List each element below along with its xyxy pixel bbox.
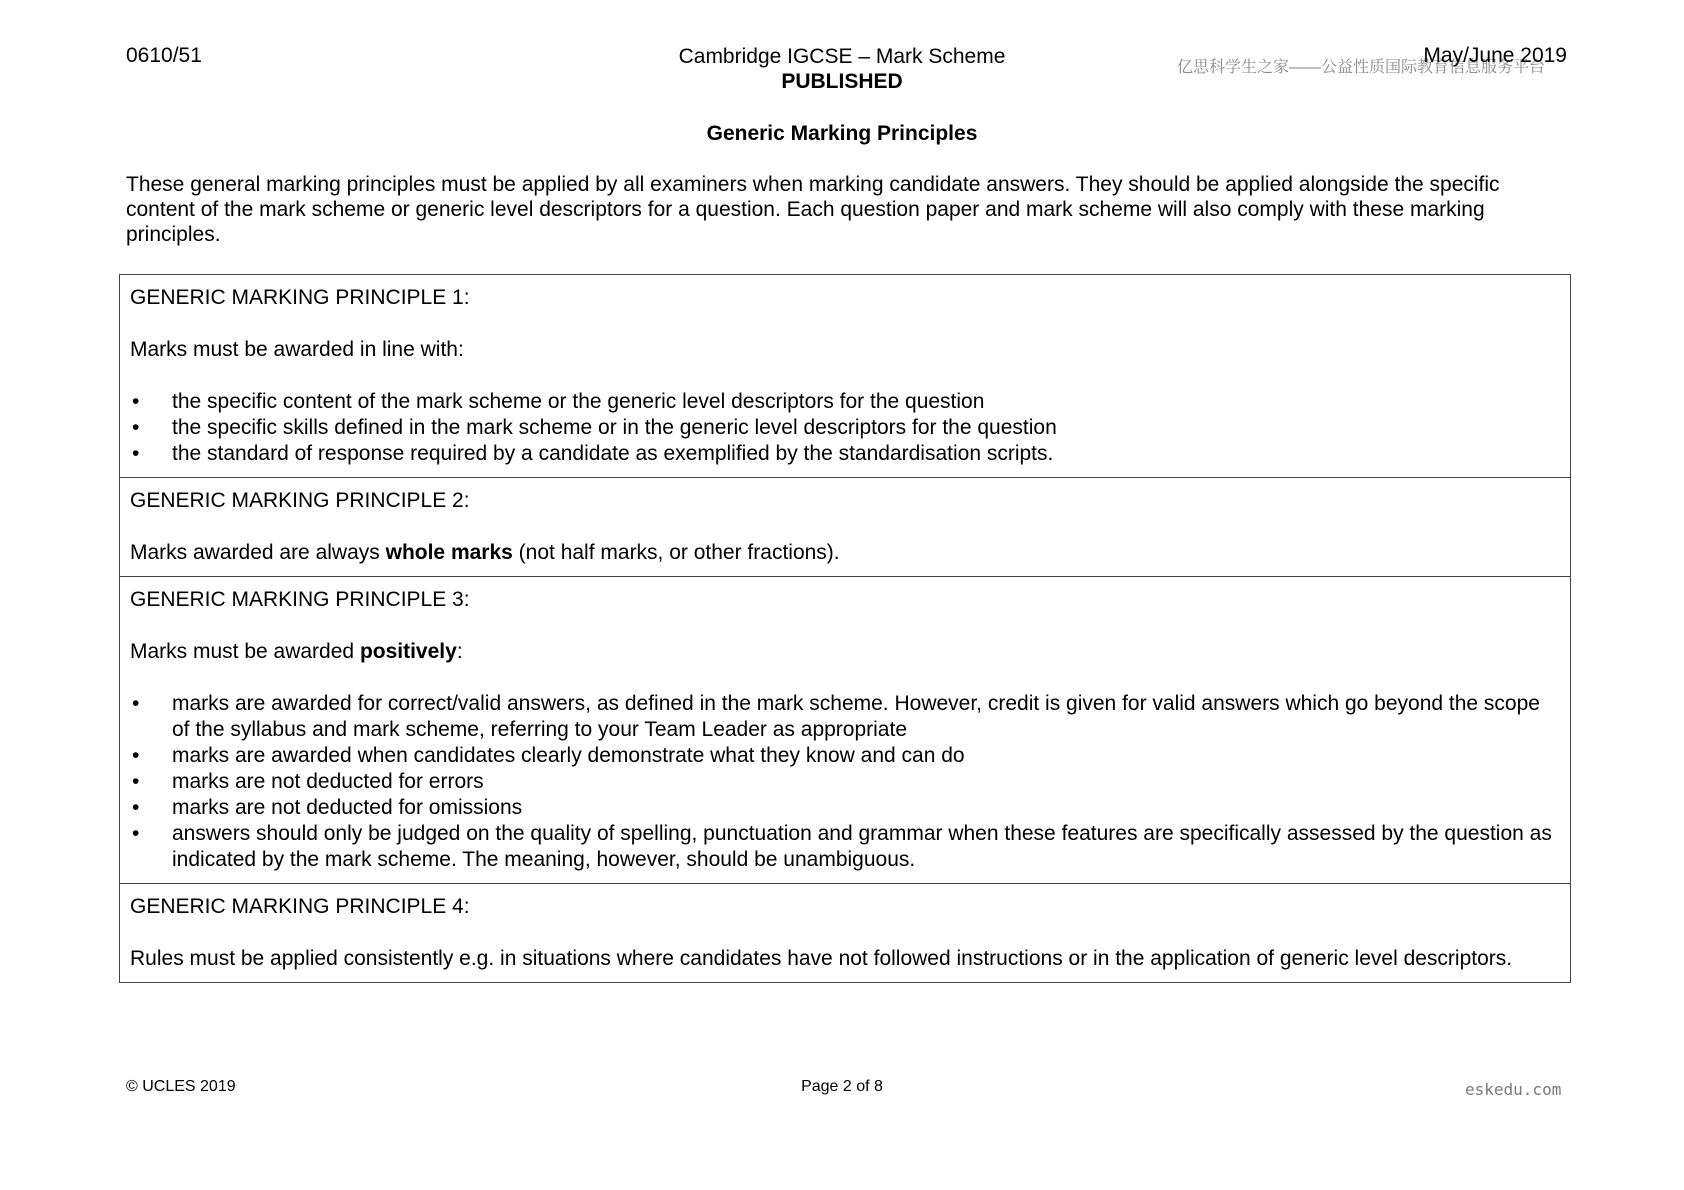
exam-session: May/June 2019 <box>1423 44 1567 67</box>
principle-bullets <box>130 691 1560 873</box>
bullet-item: • answers should only be judged on the quality of spelling, punctuation and grammar when these features are specifically assessed by the question as indicated by the mark scheme. The meaning, however, should be unambiguous. <box>132 822 1552 871</box>
principle-text: Marks must be awarded in line with: <box>130 338 464 361</box>
bullet-item: • the standard of response required by a candidate as exemplified by the standardisation scripts. <box>132 442 1054 465</box>
header-subtitle: PUBLISHED <box>781 70 903 93</box>
principle-text: Rules must be applied consistently e.g. in situations where candidates have not followed instructions or in the application of generic level descriptors. <box>130 947 1513 970</box>
bullet-item: • marks are awarded when candidates clearly demonstrate what they know and can do <box>132 744 965 767</box>
site-watermark: eskedu.com <box>1465 1080 1562 1099</box>
page-number: Page 2 of 8 <box>801 1078 883 1095</box>
principle-heading: GENERIC MARKING PRINCIPLE 3: <box>130 588 470 611</box>
principle-heading: GENERIC MARKING PRINCIPLE 1: <box>130 286 470 309</box>
principle-bullets <box>130 389 1560 467</box>
principle-text: Marks must be awarded positively: <box>130 640 463 663</box>
page-title: Generic Marking Principles <box>706 122 978 145</box>
copyright: © UCLES 2019 <box>126 1078 236 1095</box>
principle-3 <box>120 576 1570 883</box>
principle-text: Marks awarded are always whole marks (not half marks, or other fractions). <box>130 541 840 564</box>
principles-table <box>119 274 1571 983</box>
intro-paragraph: These general marking principles must be applied by all examiners when marking candidate answers. They should be applied alongside the specific content of the mark scheme or generic level descriptors for a question. Each question paper and mark scheme will also comply with these marking principles. <box>126 173 1500 246</box>
bullet-item: • marks are not deducted for omissions <box>132 796 523 819</box>
bullet-item: • marks are not deducted for errors <box>132 770 484 793</box>
bullet-item: • the specific skills defined in the mark scheme or in the generic level descriptors for the question <box>132 416 1057 439</box>
bullet-item: • marks are awarded for correct/valid answers, as defined in the mark scheme. However, credit is given for valid answers which go beyond the scope of the syllabus and mark scheme, referring to your Team Leader as appropriate <box>132 692 1540 741</box>
bullet-item: • the specific content of the mark scheme or the generic level descriptors for the question <box>132 390 985 413</box>
principle-2 <box>120 477 1570 576</box>
watermark-text: 亿思科学生之家——公益性质国际教育信息服务平台 <box>1177 59 1546 76</box>
principle-heading: GENERIC MARKING PRINCIPLE 2: <box>130 489 470 512</box>
principle-heading: GENERIC MARKING PRINCIPLE 4: <box>130 895 470 918</box>
principle-4 <box>120 883 1570 982</box>
principle-1 <box>120 275 1570 477</box>
paper-code: 0610/51 <box>126 44 202 67</box>
header-title: Cambridge IGCSE – Mark Scheme <box>678 45 1006 68</box>
